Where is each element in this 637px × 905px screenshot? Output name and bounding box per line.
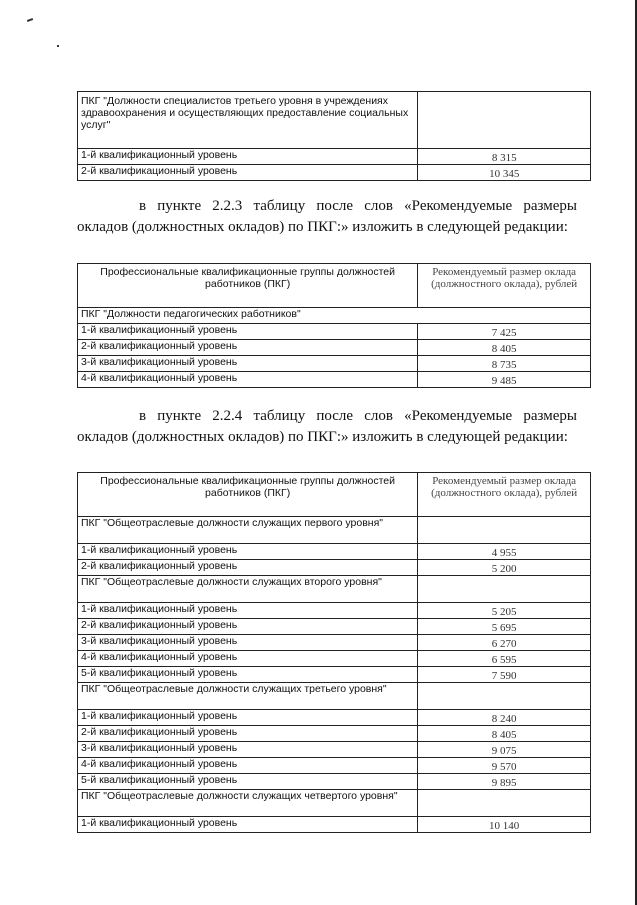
table-row [78,603,591,619]
salary-value: 4 955 [418,544,591,560]
salary-value: 5 200 [418,560,591,576]
salary-table-health-specialists [77,91,591,181]
salary-value: 8 405 [418,340,591,356]
level-label: 2-й квалификационный уровень [78,560,418,576]
paragraph-2-2-4 [77,406,577,448]
salary-table-general-employees [77,472,591,833]
table-row [78,635,591,651]
table-row [78,726,591,742]
group-value-cell [418,576,591,603]
level-label: 2-й квалификационный уровень [78,165,418,181]
group-title: ПКГ "Должности специалистов третьего уровня в учреждениях здравоохранения и осуществляющих предоставление социальных услуг" [78,92,418,149]
level-label: 4-й квалификационный уровень [78,758,418,774]
table-row [78,165,591,181]
paragraph-text: в пункте 2.2.3 таблицу после слов «Рекомендуемые размеры окладов (должностных окладов) по ПКГ:» изложить в следующей редакции: [77,198,577,235]
table-row [78,758,591,774]
table-row [78,356,591,372]
level-label: 5-й квалификационный уровень [78,774,418,790]
level-label: 4-й квалификационный уровень [78,651,418,667]
table-row [78,710,591,726]
table-header-row [78,264,591,308]
group-title: ПКГ "Общеотраслевые должности служащих второго уровня" [78,576,418,603]
table-group-row [78,308,591,324]
level-label: 3-й квалификационный уровень [78,742,418,758]
salary-value: 8 315 [418,149,591,165]
level-label: 1-й квалификационный уровень [78,817,418,833]
salary-value: 7 590 [418,667,591,683]
table-group-row [78,517,591,544]
scan-speck [57,45,59,47]
table-row [78,817,591,833]
group-title: ПКГ "Общеотраслевые должности служащих четвертого уровня" [78,790,418,817]
table-row [78,774,591,790]
group-title: ПКГ "Общеотраслевые должности служащих первого уровня" [78,517,418,544]
level-label: 2-й квалификационный уровень [78,619,418,635]
salary-value: 5 205 [418,603,591,619]
group-value-cell [418,683,591,710]
group-value-cell [418,517,591,544]
salary-value: 9 075 [418,742,591,758]
table-row [78,340,591,356]
table-group-row [78,683,591,710]
salary-value: 5 695 [418,619,591,635]
salary-value: 10 140 [418,817,591,833]
level-label: 4-й квалификационный уровень [78,372,418,388]
scan-speck [27,18,33,22]
salary-value: 10 345 [418,165,591,181]
header-right: Рекомендуемый размер оклада (должностного оклада), рублей [418,264,591,308]
level-label: 5-й квалификационный уровень [78,667,418,683]
salary-table-pedagogical [77,263,591,388]
header-right: Рекомендуемый размер оклада (должностного оклада), рублей [418,473,591,517]
salary-value: 6 270 [418,635,591,651]
salary-value: 6 595 [418,651,591,667]
level-label: 3-й квалификационный уровень [78,635,418,651]
level-label: 1-й квалификационный уровень [78,149,418,165]
table-row [78,324,591,340]
group-value-cell [418,92,591,149]
paragraph-text: в пункте 2.2.4 таблицу после слов «Рекомендуемые размеры окладов (должностных окладов) по ПКГ:» изложить в следующей редакции: [77,408,577,445]
level-label: 3-й квалификационный уровень [78,356,418,372]
salary-value: 9 485 [418,372,591,388]
paragraph-2-2-3 [77,196,577,238]
table-row [78,667,591,683]
table-row [78,149,591,165]
table-row [78,651,591,667]
table-row [78,560,591,576]
header-left: Профессиональные квалификационные группы должностей работников (ПКГ) [78,264,418,308]
level-label: 1-й квалификационный уровень [78,324,418,340]
group-title: ПКГ "Общеотраслевые должности служащих третьего уровня" [78,683,418,710]
level-label: 2-й квалификационный уровень [78,726,418,742]
table-group-row [78,576,591,603]
level-label: 1-й квалификационный уровень [78,710,418,726]
salary-value: 9 895 [418,774,591,790]
salary-value: 8 240 [418,710,591,726]
table-header-row [78,473,591,517]
salary-value: 9 570 [418,758,591,774]
table-group-row [78,92,591,149]
table-group-row [78,790,591,817]
header-left: Профессиональные квалификационные группы должностей работников (ПКГ) [78,473,418,517]
table-row [78,742,591,758]
level-label: 1-й квалификационный уровень [78,544,418,560]
table-row [78,619,591,635]
group-title: ПКГ "Должности педагогических работников" [78,308,591,324]
group-value-cell [418,790,591,817]
salary-value: 8 735 [418,356,591,372]
salary-value: 8 405 [418,726,591,742]
level-label: 1-й квалификационный уровень [78,603,418,619]
table-row [78,544,591,560]
table-row [78,372,591,388]
level-label: 2-й квалификационный уровень [78,340,418,356]
salary-value: 7 425 [418,324,591,340]
